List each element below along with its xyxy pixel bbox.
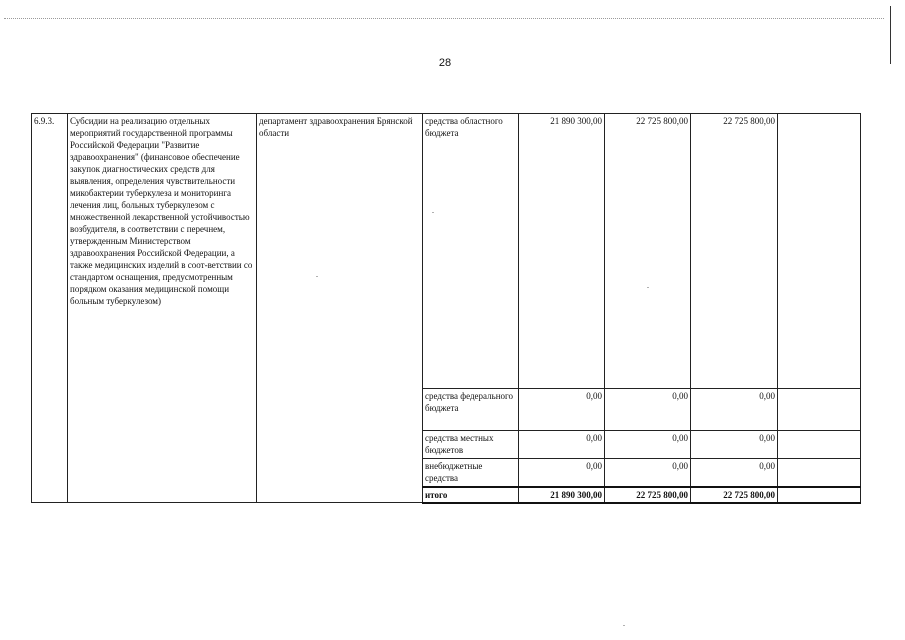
item-executor: департамент здравоохранения Брянской области bbox=[257, 114, 423, 503]
source-label-total: итого bbox=[423, 487, 519, 503]
value-year2-offbudget: 0,00 bbox=[605, 459, 691, 487]
value-year1-total: 21 890 300,00 bbox=[519, 487, 605, 503]
table-row-regional bbox=[32, 114, 861, 389]
source-label-regional: средства областного бюджета bbox=[423, 114, 519, 389]
scan-speck bbox=[647, 287, 649, 288]
value-year1-local: 0,00 bbox=[519, 431, 605, 459]
value-year2-local: 0,00 bbox=[605, 431, 691, 459]
extra-cell-regional bbox=[778, 114, 861, 389]
page-number: 28 bbox=[438, 57, 452, 69]
scan-top-rule bbox=[4, 18, 884, 19]
value-year2-federal: 0,00 bbox=[605, 389, 691, 431]
scan-speck bbox=[316, 276, 318, 277]
value-year1-regional: 21 890 300,00 bbox=[519, 114, 605, 389]
value-year2-regional: 22 725 800,00 bbox=[605, 114, 691, 389]
scan-speck bbox=[432, 212, 434, 213]
value-year3-total: 22 725 800,00 bbox=[691, 487, 778, 503]
value-year3-local: 0,00 bbox=[691, 431, 778, 459]
value-year1-federal: 0,00 bbox=[519, 389, 605, 431]
item-description: Субсидии на реализацию отдельных мероприятий государственной программы Российской Федерации "Развитие здравоохранения" (финансовое обеспечение закупок диагностических средств для выявления, определения чувствительности микобактерии туберкулеза и мониторинга лечения лиц, больных туберкулезом с множественной лекарственной устойчивостью возбудителя, в соответствии с перечнем, утвержденным Министерством здравоохранения Российской Федерации, а также медицинских изделий в соот-ветствии со стандартом оснащения, предусмотренным порядком оказания медицинской помощи больным туберкулезом) bbox=[68, 114, 257, 503]
extra-cell-local bbox=[778, 431, 861, 459]
item-code: 6.9.3. bbox=[32, 114, 68, 503]
budget-table bbox=[31, 113, 861, 504]
value-year3-regional: 22 725 800,00 bbox=[691, 114, 778, 389]
extra-cell-offbudget bbox=[778, 459, 861, 487]
extra-cell-federal bbox=[778, 389, 861, 431]
value-year3-offbudget: 0,00 bbox=[691, 459, 778, 487]
scan-edge-mark bbox=[890, 6, 891, 64]
scan-speck bbox=[623, 625, 625, 626]
source-label-local: средства местных бюджетов bbox=[423, 431, 519, 459]
extra-cell-total bbox=[778, 487, 861, 503]
value-year1-offbudget: 0,00 bbox=[519, 459, 605, 487]
value-year2-total: 22 725 800,00 bbox=[605, 487, 691, 503]
value-year3-federal: 0,00 bbox=[691, 389, 778, 431]
source-label-federal: средства федерального бюджета bbox=[423, 389, 519, 431]
source-label-offbudget: внебюджетные средства bbox=[423, 459, 519, 487]
